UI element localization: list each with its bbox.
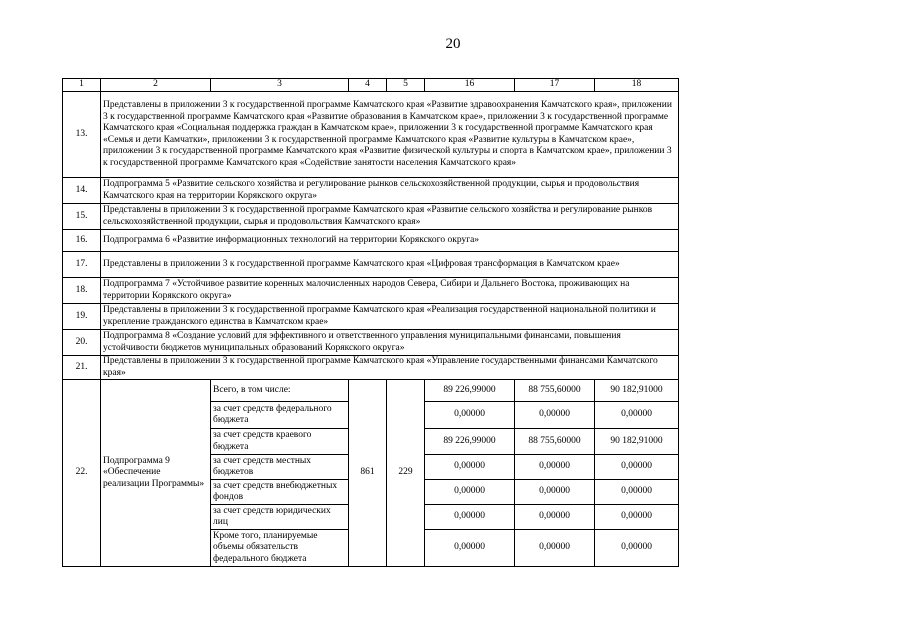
row-number: 20. [63, 330, 101, 356]
row-number: 16. [63, 230, 101, 252]
row-text: Подпрограмма 7 «Устойчивое развитие коренных малочисленных народов Севера, Сибири и Дальнего Востока, проживающих на территории Корякского округа» [101, 278, 679, 304]
table-row [63, 204, 679, 230]
funding-source: за счет средств федерального бюджета [211, 402, 349, 429]
code-col5: 229 [387, 380, 425, 567]
value-16: 89 226,99000 [425, 380, 515, 402]
value-17: 0,00000 [515, 402, 595, 429]
page-number: 20 [445, 36, 461, 52]
header-row [63, 79, 679, 92]
funding-source: за счет средств краевого бюджета [211, 429, 349, 455]
row-number: 18. [63, 278, 101, 304]
value-17: 0,00000 [515, 530, 595, 567]
value-17: 88 755,60000 [515, 380, 595, 402]
row-text: Представлены в приложении 3 к государственной программе Камчатского края «Реализация государственной национальной политики и укрепление гражданского единства в Камчатском крае» [101, 304, 679, 330]
value-17: 0,00000 [515, 480, 595, 505]
value-18: 0,00000 [595, 530, 679, 567]
budget-table [62, 78, 679, 567]
row-text: Подпрограмма 6 «Развитие информационных технологий на территории Корякского округа» [101, 230, 679, 252]
row-number: 21. [63, 356, 101, 380]
funding-source: Всего, в том числе: [211, 380, 349, 402]
row-number: 22. [63, 380, 101, 567]
table-row [63, 252, 679, 278]
header-cell: 5 [387, 79, 425, 92]
table-row [63, 380, 679, 402]
code-col4: 861 [349, 380, 387, 567]
value-17: 0,00000 [515, 455, 595, 480]
header-cell: 17 [515, 79, 595, 92]
value-16: 0,00000 [425, 480, 515, 505]
row-number: 13. [63, 92, 101, 178]
row-text: Представлены в приложении 3 к государственной программе Камчатского края «Управление государственными финансами Камчатского края» [101, 356, 679, 380]
value-18: 90 182,91000 [595, 429, 679, 455]
row-text: Представлены в приложении 3 к государственной программе Камчатского края «Цифровая трансформация в Камчатском крае» [101, 252, 679, 278]
row-text: Представлены в приложении 3 к государственной программе Камчатского края «Развитие сельского хозяйства и регулирование рынков сельскохозяйственной продукции, сырья и продовольствия Камчатского края» [101, 204, 679, 230]
row-number: 17. [63, 252, 101, 278]
funding-source: за счет средств внебюджетных фондов [211, 480, 349, 505]
row-text: Представлены в приложении 3 к государственной программе Камчатского края «Развитие здравоохранения Камчатского края», приложении 3 к государственной программе Камчатского края «Развитие образования в Камчатском крае», приложении 3 к государственной программе Камчатского края «Социальная поддержка граждан в Камчатском крае», приложении 3 к государственной программе Камчатского края «Семья и дети Камчатки», приложении 3 к государственной программе Камчатского края «Развитие культуры в Камчатском крае», приложении 3 к государственной программе Камчатского края «Развитие физической культуры и спорта в Камчатском крае», приложении 3 к государственной программе Камчатского края «Содействие занятости населения Камчатского края» [101, 92, 679, 178]
funding-source: Кроме того, планируемые объемы обязательств федерального бюджета [211, 530, 349, 567]
value-16: 0,00000 [425, 455, 515, 480]
table-row [63, 230, 679, 252]
value-17: 88 755,60000 [515, 429, 595, 455]
value-18: 90 182,91000 [595, 380, 679, 402]
table-row [63, 356, 679, 380]
header-cell: 1 [63, 79, 101, 92]
value-16: 0,00000 [425, 402, 515, 429]
table-row [63, 304, 679, 330]
row-number: 15. [63, 204, 101, 230]
table-row [63, 92, 679, 178]
header-cell: 4 [349, 79, 387, 92]
header-cell: 2 [101, 79, 211, 92]
value-18: 0,00000 [595, 402, 679, 429]
table-row [63, 178, 679, 204]
value-16: 89 226,99000 [425, 429, 515, 455]
value-17: 0,00000 [515, 505, 595, 530]
value-16: 0,00000 [425, 530, 515, 567]
subprogram-name: Подпрограмма 9 «Обеспечение реализации Программы» [101, 380, 211, 567]
header-cell: 18 [595, 79, 679, 92]
row-text: Подпрограмма 5 «Развитие сельского хозяйства и регулирование рынков сельскохозяйственной продукции, сырья и продовольствия Камчатского края на территории Корякского округа» [101, 178, 679, 204]
value-18: 0,00000 [595, 480, 679, 505]
funding-source: за счет средств местных бюджетов [211, 455, 349, 480]
value-16: 0,00000 [425, 505, 515, 530]
value-18: 0,00000 [595, 455, 679, 480]
table-row [63, 278, 679, 304]
table-row [63, 330, 679, 356]
row-number: 19. [63, 304, 101, 330]
header-cell: 16 [425, 79, 515, 92]
header-cell: 3 [211, 79, 349, 92]
row-number: 14. [63, 178, 101, 204]
row-text: Подпрограмма 8 «Создание условий для эффективного и ответственного управления муниципальными финансами, повышения устойчивости бюджетов муниципальных образований Корякского округа» [101, 330, 679, 356]
funding-source: за счет средств юридических лиц [211, 505, 349, 530]
value-18: 0,00000 [595, 505, 679, 530]
